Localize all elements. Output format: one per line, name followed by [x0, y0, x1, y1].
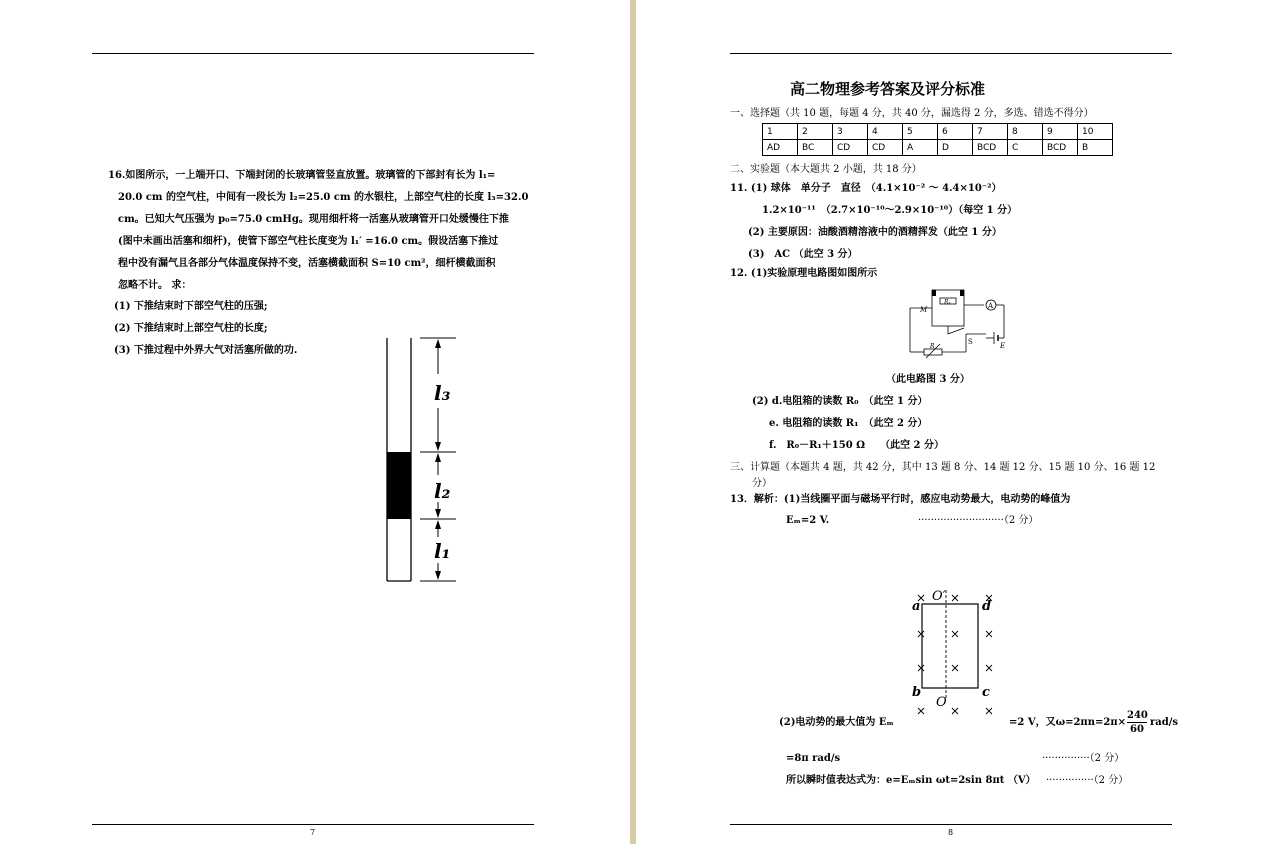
table-cell: 1 [763, 124, 798, 140]
label-l1: l₁ [434, 539, 451, 563]
q16-line-5: 程中没有漏气且各部分气体温度保持不变，活塞横截面积 S=10 cm²，细杆横截面积 [118, 258, 496, 269]
q16-sub-2: (2) 下推结束时上部空气柱的长度; [114, 323, 268, 334]
q16-line-3: cm。已知大气压强为 p₀=75.0 cmHg。现用细杆将一活塞从玻璃管开口处缓慢往下推 [118, 214, 509, 225]
label-c: c [982, 685, 990, 700]
table-cell: A [903, 140, 938, 156]
table-cell: 3 [833, 124, 868, 140]
page-number: 8 [948, 828, 954, 837]
table-cell: 8 [1008, 124, 1043, 140]
label-l3: l₃ [434, 381, 451, 405]
q16-line-2: 20.0 cm 的空气柱，中间有一段长为 l₂=25.0 cm 的水银柱，上部空气柱的长度 l₃=32.0 [118, 192, 529, 203]
table-cell: BC [798, 140, 833, 156]
page-number: 7 [310, 828, 316, 837]
table-cell: 4 [868, 124, 903, 140]
header-rule [730, 53, 1172, 54]
label-a: a [912, 599, 921, 614]
table-row-numbers [763, 124, 1113, 140]
mercury-column [387, 452, 411, 519]
answer-table [762, 123, 1113, 156]
label-r: R [930, 343, 935, 350]
page-8 [636, 0, 1264, 844]
table-cell: D [938, 140, 973, 156]
section-2-heading: 二、实验题（本大题共 2 小题，共 18 分） [730, 164, 922, 175]
label-e: E [1000, 342, 1006, 350]
q12-e: e. 电阻箱的读数 R₁ （此空 2 分） [769, 418, 928, 429]
q13-em: Eₘ=2 V. [786, 515, 830, 526]
label-b: b [912, 685, 922, 700]
table-cell: CD [833, 140, 868, 156]
table-cell: 6 [938, 124, 973, 140]
fraction-denominator: 60 [1130, 724, 1144, 735]
label-rx: Rₓ [944, 299, 951, 306]
q13-expression: 所以瞬时值表达式为：e=Eₘsin ωt=2sin 8πt （V） [786, 775, 1036, 786]
q12-line-1: 12. (1)实验原理电路图如图所示 [730, 268, 878, 279]
circuit-diagram [906, 286, 1016, 360]
section-1-heading: 一、选择题（共 10 题，每题 4 分，共 40 分，漏选得 2 分，多选、错选不得分） [730, 108, 1094, 119]
circuit-caption: （此电路图 3 分） [886, 374, 970, 385]
label-s: S [968, 338, 973, 346]
table-row-answers [763, 140, 1113, 156]
label-o-top: O′ [932, 589, 946, 604]
q13-line-1: 13．解析：(1)当线圈平面与磁场平行时，感应电动势最大，电动势的峰值为 [730, 494, 1071, 505]
q16-line-1: 16.如图所示，一上端开口、下端封闭的长玻璃管竖直放置。玻璃管的下部封有长为 l₁= [108, 170, 496, 181]
q13-2-left: (2)电动势的最大值为 Eₘ [779, 717, 894, 728]
q13-8pi: =8π rad/s [786, 753, 841, 764]
coil-rectangle [922, 604, 978, 688]
q16-sub-3: (3) 下推过程中外界大气对活塞所做的功. [114, 345, 298, 356]
footer-rule [92, 824, 534, 825]
fraction-numerator: 240 [1127, 710, 1148, 721]
q13-score-2: ···············（2 分） [1042, 753, 1125, 764]
q13-score-3: ···············（2 分） [1046, 775, 1129, 786]
label-m: M [920, 306, 928, 314]
q13-2-right: =2 V，又ω=2πn=2π× [1009, 717, 1127, 728]
q13-score-1: ···························（2 分） [918, 515, 1039, 526]
fraction [1127, 710, 1147, 736]
label-a: A [988, 302, 994, 310]
table-cell: BCD [973, 140, 1008, 156]
q16-line-4: (图中未画出活塞和细杆)，使管下部空气柱长度变为 l₁′ =16.0 cm。假设活塞下推过 [118, 236, 499, 247]
page-7 [0, 0, 630, 844]
q11-line-2: 1.2×10⁻¹¹ （2.7×10⁻¹⁰～2.9×10⁻¹⁰）（每空 1 分） [762, 205, 1018, 216]
switch-icon [948, 328, 964, 334]
answer-title: 高二物理参考答案及评分标准 [790, 80, 986, 98]
footer-rule [730, 824, 1172, 825]
table-cell: 10 [1078, 124, 1113, 140]
field-crosses [918, 595, 992, 714]
table-cell: C [1008, 140, 1043, 156]
q16-sub-1: (1) 下推结束时下部空气柱的压强; [114, 301, 268, 312]
q12-d: (2) d.电阻箱的读数 R₀ （此空 1 分） [752, 396, 928, 407]
table-cell: CD [868, 140, 903, 156]
coil-in-field-figure [906, 582, 1006, 724]
label-d: d [982, 599, 992, 614]
table-cell: B [1078, 140, 1113, 156]
table-cell: AD [763, 140, 798, 156]
label-l2: l₂ [434, 479, 451, 503]
section-3-heading-2: 分） [752, 478, 772, 489]
table-cell: 9 [1043, 124, 1078, 140]
table-cell: 2 [798, 124, 833, 140]
table-cell: 7 [973, 124, 1008, 140]
table-cell: BCD [1043, 140, 1078, 156]
q12-f: f. R₀－R₁＋150 Ω （此空 2 分） [769, 440, 944, 451]
q13-2-unit: rad/s [1150, 717, 1179, 728]
label-o-bottom: O [936, 695, 947, 710]
q11-line-4: (3) AC （此空 3 分） [748, 249, 858, 260]
q11-line-1: 11. (1) 球体 单分子 直径 （4.1×10⁻² ～ 4.4×10⁻²） [730, 183, 1002, 194]
glass-tube-figure [380, 330, 470, 590]
q11-line-3: (2) 主要原因：油酸酒精溶液中的酒精挥发（此空 1 分） [748, 227, 1002, 238]
table-cell: 5 [903, 124, 938, 140]
section-3-heading-1: 三、计算题（本题共 4 题，共 42 分，其中 13 题 8 分、14 题 12 分、15 题 10 分、16 题 12 [730, 462, 1156, 473]
q16-line-6: 忽略不计。 求： [118, 280, 192, 291]
header-rule [92, 53, 534, 54]
